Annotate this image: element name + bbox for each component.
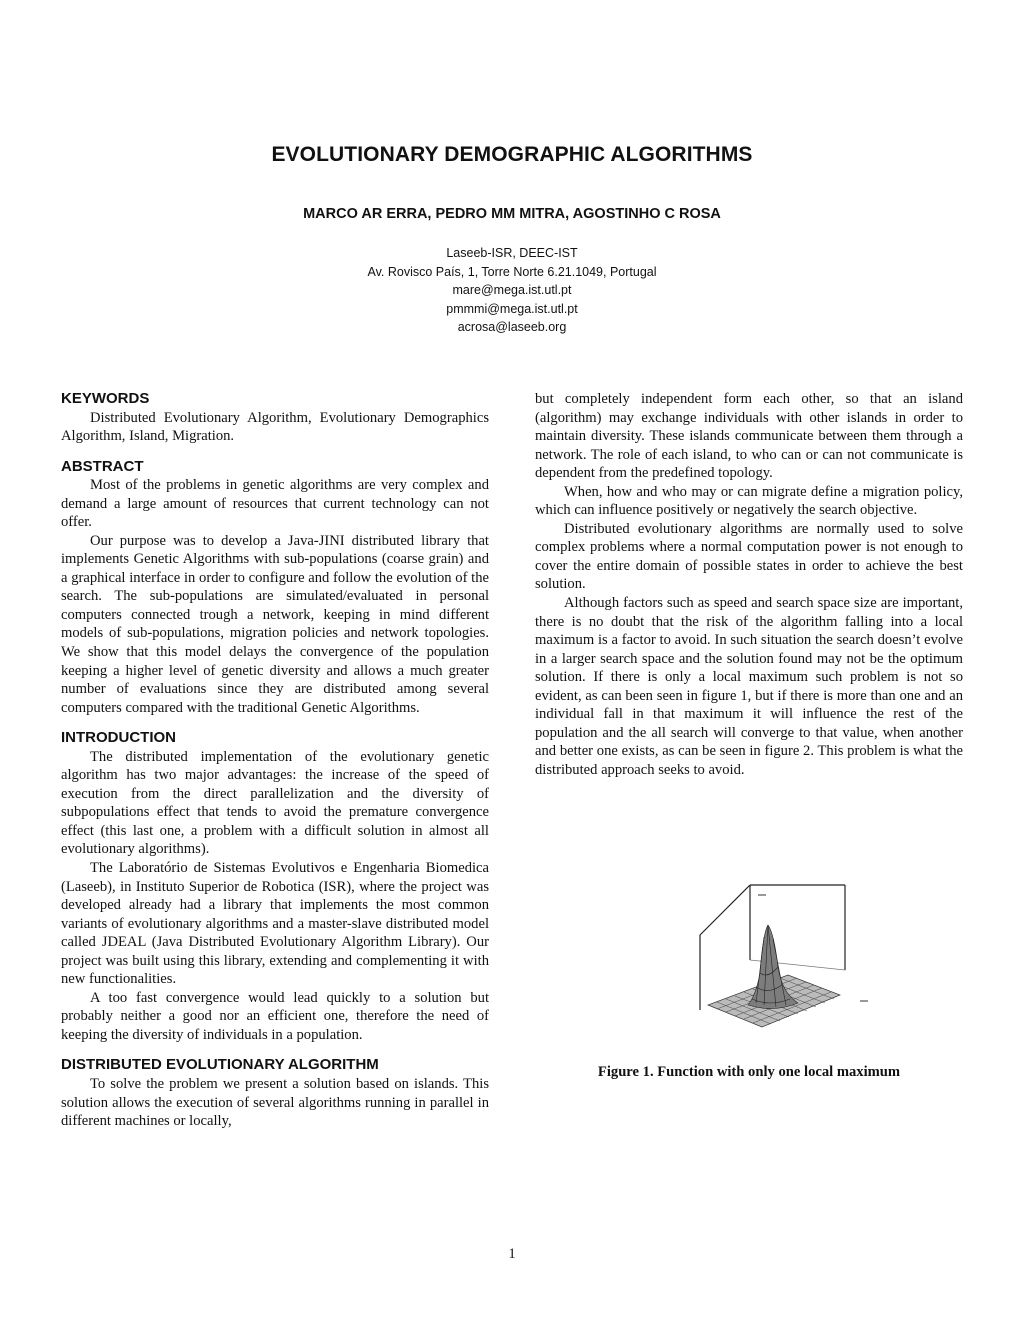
distributed-paragraph: To solve the problem we present a solution based on islands. This solution allows the execution of several algorithms running in parallel in different machines or locally, [61,1075,489,1130]
introduction-heading: INTRODUCTION [61,729,176,747]
affiliation-lab: Laseeb-ISR, DEEC-IST [446,246,578,260]
affiliation-address: Av. Rovisco País, 1, Torre Norte 6.21.1049, Portugal [367,264,657,279]
body-paragraph: Distributed evolutionary algorithms are normally used to solve complex problems where a normal computation power is not enough to cover the entire domain of possible states in order to achieve the best solution. [535,520,963,593]
affiliation-block [0,244,1024,337]
distributed-heading: DISTRIBUTED EVOLUTIONARY ALGORITHM [61,1056,379,1074]
page-number: 1 [508,1246,516,1262]
body-paragraph: Although factors such as speed and search space size are important, there is no doubt that the risk of the algorithm falling into a local maximum is a factor to avoid. In such situation the search doesn’t evolve in a larger search space and the solution found may not be the optimum solution. If there is only a local maximum such problem is not so evident, as can been seen in figure 1, but if there is more than one and an individual fall in that maximum it will influence the rest of the population and the all search will converge to that value, when another and better one exists, as can be seen in figure 2. This problem is what the distributed approach seeks to avoid. [535,595,963,778]
body-paragraph: When, how and who may or can migrate define a migration policy, which can influence positively or negatively the search objective. [535,483,963,519]
figure-1-surface-plot [690,855,890,1035]
keywords-section [61,390,489,446]
keywords-text: Distributed Evolutionary Algorithm, Evolutionary Demographics Algorithm, Island, Migration. [61,409,489,445]
affiliation-email: mare@mega.ist.utl.pt [452,283,572,297]
affiliation-email: acrosa@laseeb.org [457,320,567,334]
right-column [535,390,963,779]
left-column [61,390,489,1143]
introduction-paragraph: A too fast convergence would lead quickly to a solution but probably neither a good nor an efficient one, therefore the need of keeping the diversity of individuals in a population. [61,989,489,1043]
introduction-paragraph: The Laboratório de Sistemas Evolutivos e Engenharia Biomedica (Laseeb), in Instituto Superior de Robotica (ISR), where the project was developed already had a library that implements the most common variants of evolutionary algorithms and a master-slave distributed model called JDEAL (Java Distributed Evolutionary Algorithm Library). Our project was built using this library, extending and complementing it with new functionalities. [61,859,489,988]
abstract-section [61,458,489,718]
introduction-section [61,729,489,1044]
body-paragraph: but completely independent form each other, so that an island (algorithm) may exchange individuals with other islands in order to maintain diversity. These islands communicate between them through a network. The role of each island, to who can or can not communicate is dependent from the predefined topology. [535,391,963,482]
figure-caption: Figure 1. Function with only one local maximum [597,1064,901,1080]
distributed-section [61,1056,489,1130]
paper-title: EVOLUTIONARY DEMOGRAPHIC ALGORITHMS [271,143,753,166]
keywords-heading: KEYWORDS [61,390,150,407]
affiliation-email: pmmmi@mega.ist.utl.pt [446,301,578,316]
paper-authors: MARCO AR ERRA, PEDRO MM MITRA, AGOSTINHO C ROSA [303,206,721,222]
abstract-paragraph: Our purpose was to develop a Java-JINI distributed library that implements Genetic Algorithms with sub-populations (coarse grain) and a graphical interface in order to configure and follow the evolution of the search. The sub-populations are simulated/evaluated in personal computers connected trough a network, keeping in mind different models of sub-populations, migration policies and network topologies. We show that this model delays the convergence of the population keeping a higher level of genetic diversity and allows a much greater number of evaluations since they are distributed among several computers compared with the traditional Genetic Algorithms. [61,532,489,716]
abstract-paragraph: Most of the problems in genetic algorithms are very complex and demand a large amount of resources that current technology can not offer. [61,477,489,531]
abstract-heading: ABSTRACT [61,457,144,475]
introduction-paragraph: The distributed implementation of the evolutionary genetic algorithm has two major advantages: the increase of the speed of execution from the direct parallelization and the diversity of subpopulations effect that tends to avoid the premature convergence effect (this last one, a problem with a difficult solution in almost all evolutionary algorithms). [61,748,489,858]
